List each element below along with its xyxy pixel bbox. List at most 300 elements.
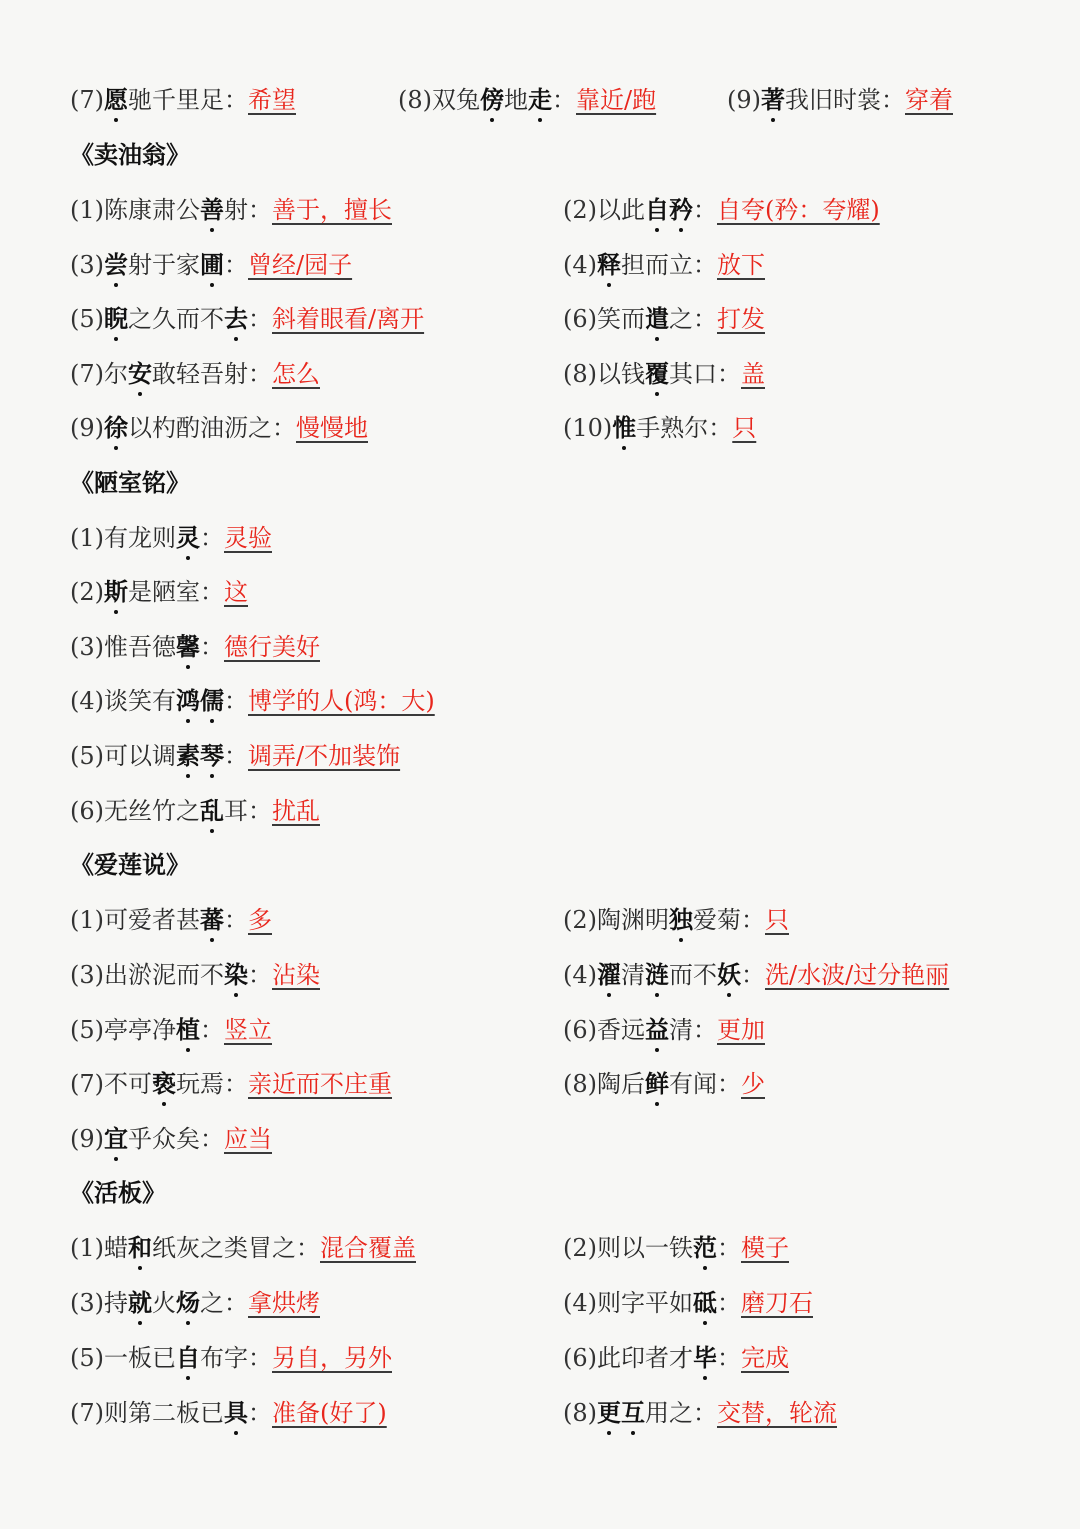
- phrase-character: 类: [224, 1234, 248, 1262]
- phrase-character: 爱: [693, 906, 717, 934]
- vocab-item: [70, 73, 296, 127]
- classical-phrase: [104, 906, 224, 934]
- colon-separator: ：: [248, 797, 272, 825]
- answer-text: 模子: [741, 1234, 789, 1262]
- phrase-character: 板: [128, 1344, 152, 1372]
- phrase-character: 调: [152, 742, 176, 770]
- vocab-row: [0, 565, 1080, 619]
- phrase-character: 康: [128, 196, 152, 224]
- phrase-character: 久: [152, 305, 176, 333]
- classical-phrase: [104, 961, 248, 989]
- phrase-character: 之: [669, 1399, 693, 1427]
- phrase-character: 而: [176, 961, 200, 989]
- phrase-character: 则: [597, 1289, 621, 1317]
- vocab-item: [70, 620, 320, 674]
- phrase-character: 蜡: [104, 1234, 128, 1262]
- vocab-item: [563, 347, 765, 401]
- key-character: 就: [128, 1276, 152, 1330]
- phrase-character: 地: [504, 86, 528, 114]
- classical-phrase: [104, 360, 248, 388]
- item-number: (2): [70, 578, 104, 606]
- answer-text: 应当: [224, 1125, 272, 1153]
- phrase-character: 陈: [104, 196, 128, 224]
- phrase-character: 如: [669, 1289, 693, 1317]
- key-character: 益: [645, 1003, 669, 1057]
- phrase-character: 家: [176, 251, 200, 279]
- phrase-character: 可: [128, 1070, 152, 1098]
- answer-text: 德行美好: [224, 633, 320, 661]
- key-character: 染: [224, 948, 248, 1002]
- vocab-item: [70, 238, 352, 292]
- phrase-character: 持: [104, 1289, 128, 1317]
- phrase-character: 淤: [128, 961, 152, 989]
- colon-separator: ：: [200, 524, 224, 552]
- phrase-character: 裳: [857, 86, 881, 114]
- phrase-character: 一: [645, 1234, 669, 1262]
- phrase-character: 以: [597, 196, 621, 224]
- vocab-row: [0, 238, 1080, 292]
- item-number: (7): [70, 360, 104, 388]
- answer-text: 拿烘烤: [248, 1289, 320, 1317]
- colon-separator: ：: [717, 1289, 741, 1317]
- phrase-character: 德: [152, 633, 176, 661]
- item-number: (1): [70, 1234, 104, 1262]
- phrase-character: 火: [152, 1289, 176, 1317]
- phrase-character: 之: [200, 1289, 224, 1317]
- key-character: 和: [128, 1221, 152, 1275]
- classical-phrase: [104, 86, 224, 114]
- classical-phrase: [104, 305, 248, 333]
- colon-separator: ：: [717, 1344, 741, 1372]
- classical-phrase: [104, 196, 248, 224]
- key-character: 妖: [717, 948, 741, 1002]
- classical-phrase: [104, 524, 200, 552]
- classical-phrase: [104, 633, 200, 661]
- phrase-character: 字: [224, 1344, 248, 1372]
- key-character: 愿: [104, 73, 128, 127]
- vocab-item: [70, 183, 392, 237]
- vocab-item: [70, 401, 368, 455]
- vocab-row: [0, 401, 1080, 455]
- colon-separator: ：: [224, 742, 248, 770]
- item-number: (1): [70, 524, 104, 552]
- classical-phrase: [104, 1344, 248, 1372]
- key-character: 毕: [693, 1331, 717, 1385]
- answer-text: 穿着: [905, 86, 953, 114]
- item-number: (5): [70, 1344, 104, 1372]
- phrase-character: 尔: [104, 360, 128, 388]
- key-character: 傍: [480, 73, 504, 127]
- key-character: 遣: [645, 292, 669, 346]
- item-number: (6): [563, 1016, 597, 1044]
- item-number: (2): [563, 906, 597, 934]
- vocab-item: [563, 183, 880, 237]
- key-character: 范: [693, 1221, 717, 1275]
- colon-separator: ：: [224, 1070, 248, 1098]
- key-character: 涟: [645, 948, 669, 1002]
- answer-text: 灵验: [224, 524, 272, 552]
- phrase-character: 尔: [684, 414, 709, 442]
- phrase-character: 矣: [176, 1125, 200, 1153]
- phrase-character: 里: [176, 86, 200, 114]
- key-character: 善: [200, 183, 224, 237]
- vocab-item: [70, 292, 424, 346]
- phrase-character: 千: [152, 86, 176, 114]
- vocab-item: [563, 1003, 765, 1057]
- phrase-character: 菊: [717, 906, 741, 934]
- phrase-character: 则: [597, 1234, 621, 1262]
- phrase-character: 一: [104, 1344, 128, 1372]
- answer-text: 多: [248, 906, 272, 934]
- phrase-character: 纸: [152, 1234, 176, 1262]
- key-character: 覆: [645, 347, 669, 401]
- item-number: (3): [70, 251, 104, 279]
- item-number: (9): [70, 1125, 104, 1153]
- vocab-item: [70, 1331, 392, 1385]
- key-character: 植: [176, 1003, 200, 1057]
- answer-text: 希望: [248, 86, 296, 114]
- phrase-character: 竹: [152, 797, 176, 825]
- phrase-character: 之: [128, 305, 152, 333]
- phrase-character: 谈: [104, 687, 128, 715]
- phrase-character: 焉: [200, 1070, 224, 1098]
- phrase-character: 远: [621, 1016, 645, 1044]
- colon-separator: ：: [248, 1344, 272, 1372]
- phrase-character: 甚: [176, 906, 200, 934]
- vocab-item: [70, 511, 272, 565]
- phrase-character: 此: [621, 196, 645, 224]
- colon-separator: ：: [200, 633, 224, 661]
- vocab-item: [563, 1276, 813, 1330]
- item-number: (9): [70, 414, 104, 442]
- item-number: (5): [70, 742, 104, 770]
- classical-phrase: [104, 1234, 296, 1262]
- phrase-character: 公: [176, 196, 200, 224]
- classical-phrase: [104, 1016, 200, 1044]
- colon-separator: ：: [881, 86, 905, 114]
- phrase-character: 印: [621, 1344, 645, 1372]
- vocab-item: [70, 729, 400, 783]
- phrase-character: 铁: [669, 1234, 693, 1262]
- colon-separator: ：: [693, 1399, 717, 1427]
- colon-separator: ：: [693, 305, 717, 333]
- colon-separator: ：: [248, 305, 272, 333]
- colon-separator: ：: [741, 961, 765, 989]
- phrase-character: 吾: [200, 360, 224, 388]
- item-number: (9): [727, 86, 761, 114]
- phrase-character: 不: [104, 1070, 128, 1098]
- phrase-character: 口: [693, 360, 717, 388]
- vocab-item: [70, 948, 320, 1002]
- phrase-character: 兔: [456, 86, 480, 114]
- key-character: 斯: [104, 565, 128, 619]
- key-character: 圃: [200, 238, 224, 292]
- key-character: 具: [224, 1386, 248, 1440]
- phrase-character: 而: [669, 961, 693, 989]
- phrase-character: 杓: [152, 414, 176, 442]
- answer-text: 靠近/跑: [576, 86, 657, 114]
- classical-phrase: [597, 360, 717, 388]
- key-character: 濯: [597, 948, 621, 1002]
- vocab-item: [398, 73, 656, 127]
- phrase-character: 乎: [128, 1125, 152, 1153]
- vocab-item: [70, 565, 248, 619]
- phrase-character: 冒: [248, 1234, 272, 1262]
- vocab-item: [563, 292, 765, 346]
- phrase-character: 清: [669, 1016, 693, 1044]
- key-character: 炀: [176, 1276, 200, 1330]
- phrase-character: 笑: [597, 305, 621, 333]
- answer-text: 盖: [741, 360, 765, 388]
- classical-phrase: [432, 86, 552, 114]
- vocab-item: [70, 1057, 392, 1111]
- item-number: (6): [563, 1344, 597, 1372]
- answer-text: 只: [732, 414, 757, 442]
- colon-separator: ：: [248, 1399, 272, 1427]
- phrase-character: 可: [104, 742, 128, 770]
- colon-separator: ：: [693, 251, 717, 279]
- item-number: (7): [70, 86, 104, 114]
- vocab-item: [563, 401, 756, 455]
- key-character: 矜: [669, 183, 693, 237]
- colon-separator: ：: [200, 578, 224, 606]
- phrase-character: 字: [621, 1289, 645, 1317]
- phrase-character: 灰: [176, 1234, 200, 1262]
- phrase-character: 室: [176, 578, 200, 606]
- colon-separator: ：: [224, 86, 248, 114]
- answer-text: 打发: [717, 305, 765, 333]
- phrase-character: 之: [248, 414, 272, 442]
- classical-phrase: [597, 1289, 717, 1317]
- key-character: 著: [761, 73, 785, 127]
- key-character: 自: [176, 1331, 200, 1385]
- item-number: (3): [70, 633, 104, 661]
- phrase-character: 不: [693, 961, 717, 989]
- colon-separator: ：: [224, 1289, 248, 1317]
- phrase-character: 板: [176, 1399, 200, 1427]
- phrase-character: 可: [104, 906, 128, 934]
- classical-phrase: [597, 1070, 717, 1098]
- phrase-character: 亭: [128, 1016, 152, 1044]
- phrase-character: 时: [833, 86, 857, 114]
- classical-phrase: [597, 1344, 717, 1372]
- item-number: (7): [70, 1070, 104, 1098]
- item-number: (1): [70, 906, 104, 934]
- classical-phrase: [104, 687, 224, 715]
- item-number: (6): [70, 797, 104, 825]
- phrase-character: 众: [152, 1125, 176, 1153]
- colon-separator: ：: [717, 1070, 741, 1098]
- phrase-character: 以: [621, 1234, 645, 1262]
- answer-text: 扰乱: [272, 797, 320, 825]
- vocab-item: [70, 1112, 272, 1166]
- answer-text: 只: [765, 906, 789, 934]
- phrase-character: 清: [621, 961, 645, 989]
- phrase-character: 以: [128, 742, 152, 770]
- phrase-character: 则: [152, 524, 176, 552]
- phrase-character: 明: [645, 906, 669, 934]
- vocab-item: [563, 893, 789, 947]
- phrase-character: 净: [152, 1016, 176, 1044]
- key-character: 儒: [200, 674, 224, 728]
- answer-text: 自夸(矜：夸耀): [717, 196, 880, 224]
- phrase-character: 有: [152, 687, 176, 715]
- colon-separator: ：: [200, 1016, 224, 1044]
- key-character: 蕃: [200, 893, 224, 947]
- phrase-character: 射: [224, 196, 248, 224]
- answer-text: 曾经/园子: [248, 251, 353, 279]
- section-heading: 《陋室铭》: [70, 468, 190, 497]
- phrase-character: 耳: [224, 797, 248, 825]
- key-character: 砥: [693, 1276, 717, 1330]
- answer-text: 这: [224, 578, 248, 606]
- colon-separator: ：: [717, 1234, 741, 1262]
- vocab-row: [0, 729, 1080, 783]
- vocab-item: [70, 347, 320, 401]
- vocab-item: [70, 674, 435, 728]
- item-number: (5): [70, 1016, 104, 1044]
- colon-separator: ：: [224, 906, 248, 934]
- phrase-character: 者: [152, 906, 176, 934]
- phrase-character: 泥: [152, 961, 176, 989]
- phrase-character: 此: [597, 1344, 621, 1372]
- key-character: 鸿: [176, 674, 200, 728]
- item-number: (3): [70, 1289, 104, 1317]
- key-character: 互: [621, 1386, 645, 1440]
- phrase-character: 闻: [693, 1070, 717, 1098]
- phrase-character: 龙: [128, 524, 152, 552]
- answer-text: 沾染: [272, 961, 320, 989]
- phrase-character: 陋: [152, 578, 176, 606]
- phrase-character: 出: [104, 961, 128, 989]
- key-character: 素: [176, 729, 200, 783]
- vocab-row: [0, 511, 1080, 565]
- vocab-item: [727, 73, 953, 127]
- answer-text: 善于，擅长: [272, 196, 392, 224]
- phrase-character: 二: [152, 1399, 176, 1427]
- colon-separator: ：: [296, 1234, 320, 1262]
- colon-separator: ：: [248, 196, 272, 224]
- classical-phrase: [104, 414, 272, 442]
- key-character: 睨: [104, 292, 128, 346]
- phrase-character: 不: [200, 961, 224, 989]
- phrase-character: 布: [200, 1344, 224, 1372]
- phrase-character: 足: [200, 86, 224, 114]
- answer-text: 交替，轮流: [717, 1399, 837, 1427]
- colon-separator: ：: [224, 687, 248, 715]
- phrase-character: 则: [104, 1399, 128, 1427]
- item-number: (6): [563, 305, 597, 333]
- answer-text: 怎么: [272, 360, 320, 388]
- classical-phrase: [597, 1399, 693, 1427]
- phrase-character: 有: [669, 1070, 693, 1098]
- colon-separator: ：: [272, 414, 296, 442]
- phrase-character: 是: [128, 578, 152, 606]
- answer-text: 完成: [741, 1344, 789, 1372]
- classical-phrase: [597, 1234, 717, 1262]
- answer-text: 少: [741, 1070, 765, 1098]
- vocab-row: [0, 948, 1080, 1002]
- vocab-item: [70, 1221, 416, 1275]
- phrase-character: 香: [597, 1016, 621, 1044]
- vocab-item: [563, 948, 949, 1002]
- vocab-item: [563, 238, 765, 292]
- answer-text: 斜着眼看/离开: [272, 305, 425, 333]
- classical-phrase: [597, 305, 693, 333]
- answer-text: 放下: [717, 251, 765, 279]
- phrase-character: 陶: [597, 1070, 621, 1098]
- vocab-row: [0, 73, 1080, 127]
- item-number: (8): [398, 86, 432, 114]
- phrase-character: 射: [128, 251, 152, 279]
- classical-phrase: [104, 1399, 248, 1427]
- item-number: (4): [563, 961, 597, 989]
- key-character: 独: [669, 893, 693, 947]
- phrase-character: 钱: [621, 360, 645, 388]
- phrase-character: 担: [621, 251, 645, 279]
- colon-separator: ：: [708, 414, 733, 442]
- phrase-character: 丝: [128, 797, 152, 825]
- vocab-row: [0, 1112, 1080, 1166]
- colon-separator: ：: [248, 360, 272, 388]
- vocab-item: [70, 784, 320, 838]
- phrase-character: 亭: [104, 1016, 128, 1044]
- vocab-row: [0, 347, 1080, 401]
- key-character: 灵: [176, 511, 200, 565]
- item-number: (4): [563, 1289, 597, 1317]
- phrase-character: 敢: [152, 360, 176, 388]
- vocab-item: [70, 893, 272, 947]
- key-character: 馨: [176, 620, 200, 674]
- phrase-character: 陶: [597, 906, 621, 934]
- key-character: 亵: [152, 1057, 176, 1111]
- phrase-character: 者: [645, 1344, 669, 1372]
- phrase-character: 爱: [128, 906, 152, 934]
- section-heading: 《爱莲说》: [70, 850, 190, 879]
- phrase-character: 第: [128, 1399, 152, 1427]
- phrase-character: 才: [669, 1344, 693, 1372]
- vocab-item: [563, 1331, 789, 1385]
- item-number: (8): [563, 1070, 597, 1098]
- phrase-character: 之: [272, 1234, 296, 1262]
- section-heading: 《活板》: [70, 1178, 166, 1207]
- phrase-character: 笑: [128, 687, 152, 715]
- section-heading: 《卖油翁》: [70, 140, 190, 169]
- vocab-row: [0, 893, 1080, 947]
- item-number: (1): [70, 196, 104, 224]
- vocab-item: [70, 1276, 320, 1330]
- classical-phrase: [104, 578, 200, 606]
- item-number: (10): [563, 414, 613, 442]
- item-number: (8): [563, 1399, 597, 1427]
- key-character: 琴: [200, 729, 224, 783]
- key-character: 惟: [612, 401, 636, 455]
- key-character: 鲜: [645, 1057, 669, 1111]
- key-character: 更: [597, 1386, 621, 1440]
- phrase-character: 熟: [660, 414, 685, 442]
- colon-separator: ：: [693, 196, 717, 224]
- vocab-row: [0, 620, 1080, 674]
- item-number: (5): [70, 305, 104, 333]
- colon-separator: ：: [224, 251, 248, 279]
- vocab-row: [0, 1276, 1080, 1330]
- phrase-character: 无: [104, 797, 128, 825]
- key-character: 尝: [104, 238, 128, 292]
- vocab-row: [0, 784, 1080, 838]
- classical-phrase: [597, 906, 741, 934]
- key-character: 自: [645, 183, 669, 237]
- phrase-character: 而: [645, 251, 669, 279]
